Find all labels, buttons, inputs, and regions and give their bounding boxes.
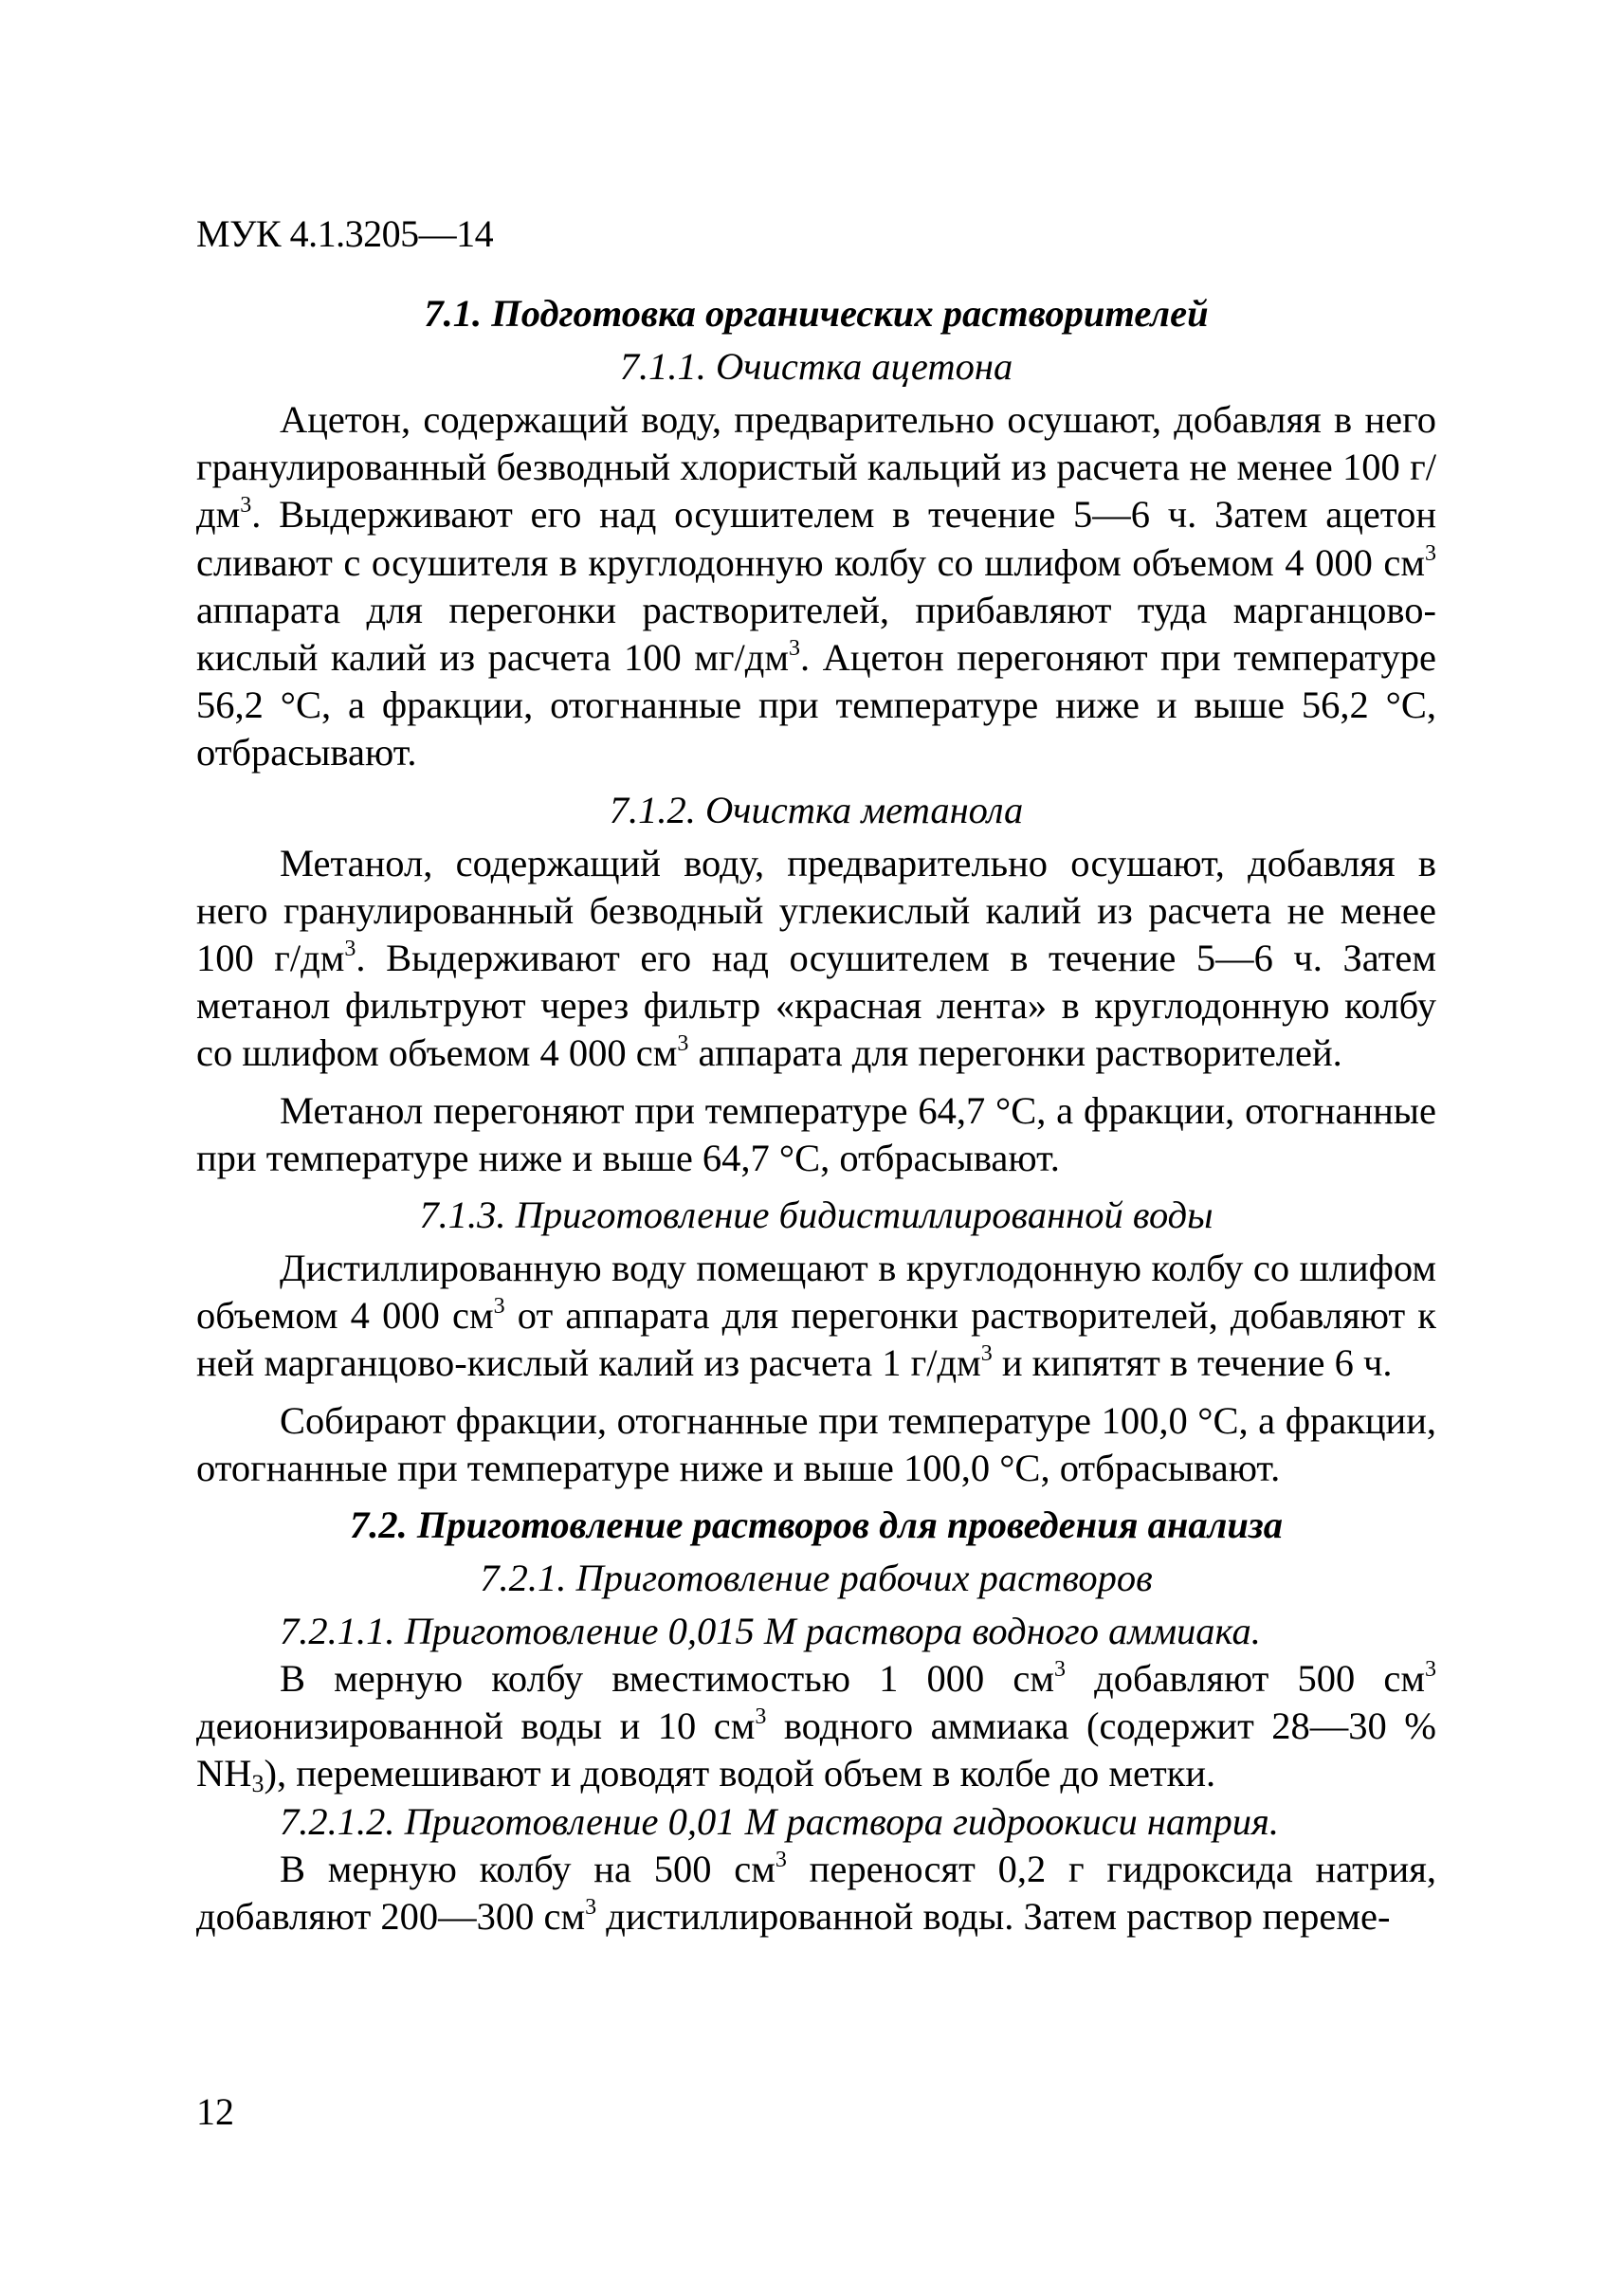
paragraph-ammonia-solution: В мерную колбу вместимостью 1 000 $см^3$ добавляют 500 $см^3$ деионизированной воды и 10 $см^3$ водного аммиака (содержит 28—30 % $NH_3$), перемешивают и доводят водой объем в колбе до метки. [196, 1657, 1436, 1798]
paragraph-sodium-hydroxide: В мерную колбу на 500 $см^3$ переносят 0,2 г гидроксида натрия, добавляют 200—300 $см^3$ дистиллированной воды. Затем раствор переме- [196, 1847, 1436, 1938]
section-heading-7-1: 7.1. Подготовка органических растворителей [424, 292, 1209, 335]
paragraph-methanol-distillation: Метанол перегоняют при температуре 64,7 °С, а фракции, отогнанные при температуре ниже и выше 64,7 °С, отбрасывают. [196, 1088, 1436, 1179]
section-heading-7-2: 7.2. Приготовление растворов для проведения анализа [350, 1503, 1283, 1547]
page-number: 12 [196, 2090, 234, 2133]
paragraph-bidistilled-water: Дистиллированную воду помещают в круглодонную колбу со шлифом объемом 4 000 $см^3$ от аппарата для перегонки растворителей, добавляют к ней марганцово-кислый калий из расчета 1 $г/дм^3$ и кипятят в течение 6 ч. [196, 1247, 1436, 1385]
item-heading-7-2-1-1: 7.2.1.1. Приготовление 0,015 М раствора водного аммиака. [280, 1610, 1261, 1653]
paragraph-methanol-drying: Метанол, содержащий воду, предварительно осушают, добавляя в него гранулированный безводный углекислый калий из расчета не менее 100 $г/дм^3$. Выдерживают его над осушителем в течение 5—6 ч. Затем метанол фильтруют через фильтр «красная лента» в круглодонную колбу со шлифом объемом 4 000 $см^3$ аппарата для перегонки растворителей. [196, 841, 1436, 1075]
subsection-heading-7-1-2: 7.1.2. Очистка метанола [609, 788, 1024, 831]
subsection-heading-7-1-3: 7.1.3. Приготовление бидистиллированной воды [419, 1194, 1213, 1237]
item-heading-7-2-1-2: 7.2.1.2. Приготовление 0,01 М раствора гидроокиси натрия. [280, 1799, 1279, 1843]
running-header: МУК 4.1.3205—14 [196, 212, 494, 255]
paragraph-acetone: Ацетон, содержащий воду, предварительно осушают, добавляя в него гранулированный безводный хлористый кальций из расчета не менее 100 $г/дм^3$. Выдерживают его над осушителем в течение 5—6 ч. Затем ацетон сливают с осушителя в круглодонную колбу со шлифом объемом 4 000 $см^3$ аппарата для перегонки растворителей, прибавляют туда марганцово-кислый калий из расчета 100 $мг/дм^3$. Ацетон перегоняют при температуре 56,2 °С, а фракции, отогнанные при температуре ниже и выше 56,2 °С, отбрасывают. [196, 398, 1436, 774]
page-body [196, 290, 1436, 1941]
paragraph-fractions: Собирают фракции, отогнанные при температуре 100,0 °С, а фракции, отогнанные при температуре ниже и выше 100,0 °С, отбрасывают. [196, 1398, 1436, 1489]
subsection-heading-7-1-1: 7.1.1. Очистка ацетона [619, 345, 1013, 388]
subsection-heading-7-2-1: 7.2.1. Приготовление рабочих растворов [480, 1557, 1153, 1600]
